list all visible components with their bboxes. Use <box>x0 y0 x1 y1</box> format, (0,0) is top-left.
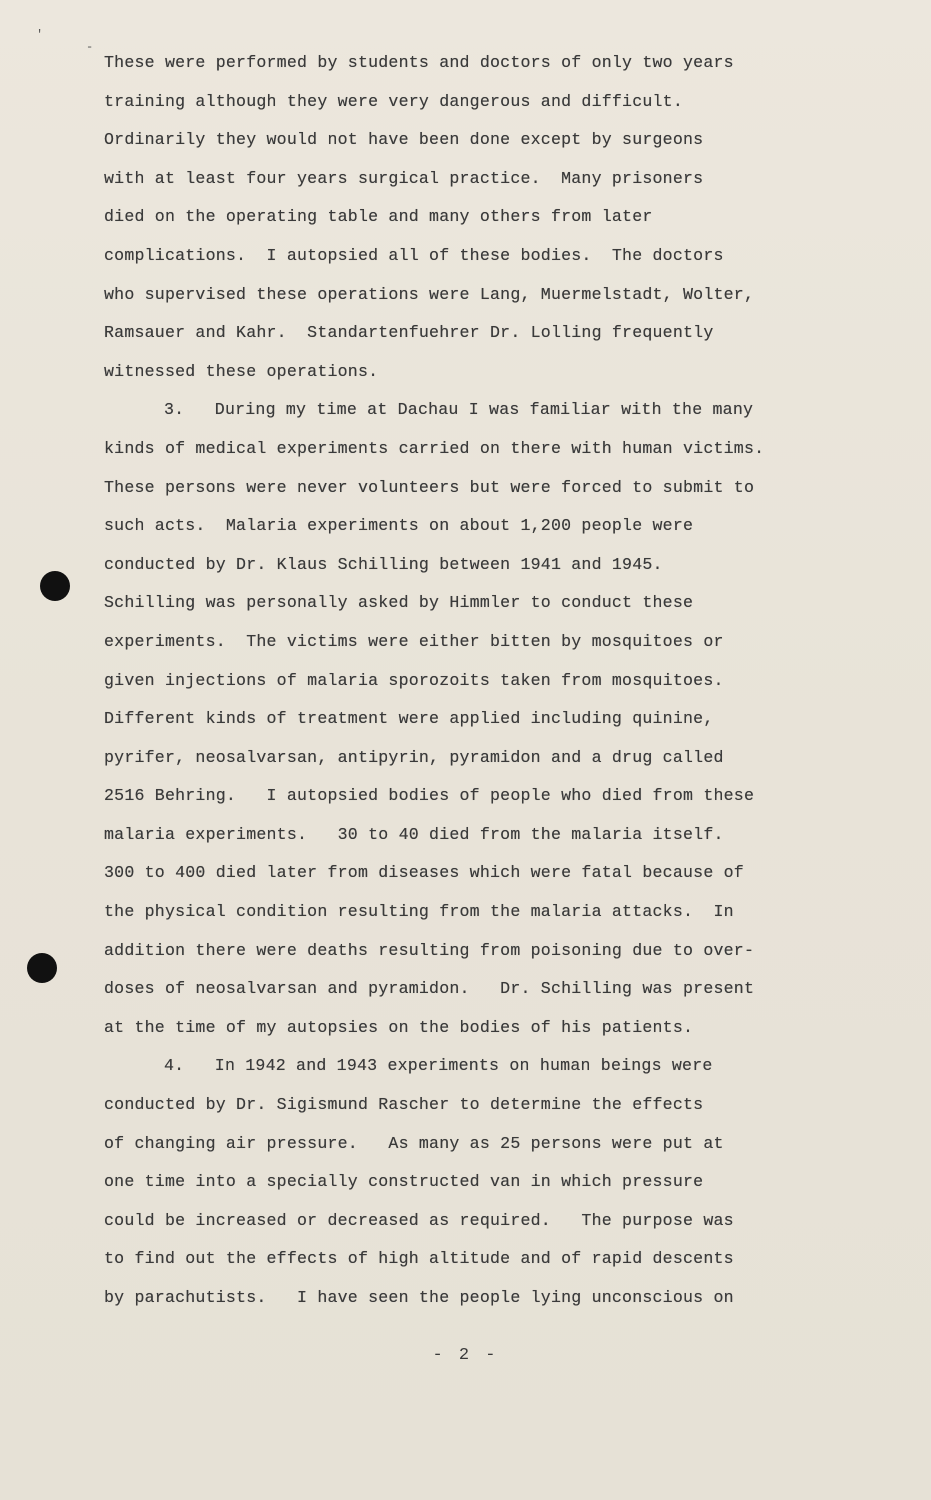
text-line: Ramsauer and Kahr. Standartenfuehrer Dr. Lolling frequently <box>104 323 714 343</box>
text-line: kinds of medical experiments carried on there with human victims. <box>104 438 765 458</box>
text-line: by parachutists. I have seen the people lying unconscious on <box>104 1288 734 1307</box>
text-line: 2516 Behring. I autopsied bodies of people who died from these <box>104 786 755 806</box>
text-line: such acts. Malaria experiments on about 1,200 people were <box>104 516 694 536</box>
text-line: complications. I autopsied all of these bodies. The doctors <box>104 245 724 265</box>
text-line: of changing air pressure. As many as 25 persons were put at <box>104 1133 724 1153</box>
text-line: the physical condition resulting from the malaria attacks. In <box>104 902 734 922</box>
stray-mark: ' <box>36 28 44 42</box>
text-line: to find out the effects of high altitude and of rapid descents <box>104 1249 734 1269</box>
punch-hole <box>27 953 57 983</box>
paragraph-4-start: 4. In 1942 and 1943 experiments on human beings were <box>164 1056 713 1076</box>
text-line: one time into a specially constructed van in which pressure <box>104 1172 704 1192</box>
text-line: at the time of my autopsies on the bodies of his patients. <box>104 1017 694 1037</box>
text-line: 300 to 400 died later from diseases which were fatal because of <box>104 863 744 883</box>
stray-mark: - <box>86 40 94 54</box>
text-line: could be increased or decreased as required. The purpose was <box>104 1210 734 1230</box>
text-line: died on the operating table and many others from later <box>104 207 653 227</box>
punch-hole <box>40 571 70 601</box>
text-line: training although they were very dangerous and difficult. <box>104 91 683 111</box>
text-line: Different kinds of treatment were applied including quinine, <box>104 709 714 729</box>
text-line: pyrifer, neosalvarsan, antipyrin, pyramidon and a drug called <box>104 747 724 767</box>
text-line: These persons were never volunteers but were forced to submit to <box>104 477 755 497</box>
text-line: conducted by Dr. Klaus Schilling between 1941 and 1945. <box>104 554 663 574</box>
text-line: addition there were deaths resulting from poisoning due to over- <box>104 940 755 960</box>
text-line: malaria experiments. 30 to 40 died from the malaria itself. <box>104 824 724 844</box>
page-number: - 2 - <box>432 1346 499 1365</box>
text-line: experiments. The victims were either bitten by mosquitoes or <box>104 631 724 651</box>
text-line: witnessed these operations. <box>104 361 379 381</box>
text-line: conducted by Dr. Sigismund Rascher to determine the effects <box>104 1095 704 1115</box>
text-line: doses of neosalvarsan and pyramidon. Dr. Schilling was present <box>104 979 755 999</box>
text-line: with at least four years surgical practice. Many prisoners <box>104 168 704 188</box>
body-text <box>104 44 869 1318</box>
text-line: Ordinarily they would not have been done except by surgeons <box>104 130 704 150</box>
text-line: who supervised these operations were Lang, Muermelstadt, Wolter, <box>104 284 755 304</box>
paragraph-3-start: 3. During my time at Dachau I was familiar with the many <box>164 400 754 420</box>
text-line: given injections of malaria sporozoits taken from mosquitoes. <box>104 670 724 690</box>
text-line: These were performed by students and doctors of only two years <box>104 53 734 72</box>
text-line: Schilling was personally asked by Himmler to conduct these <box>104 593 694 613</box>
